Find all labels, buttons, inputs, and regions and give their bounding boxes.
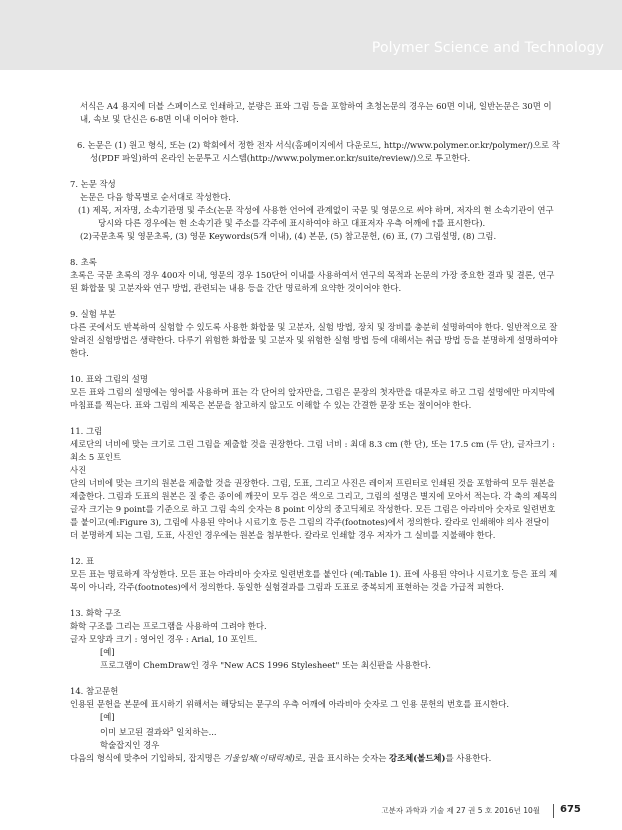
section-11-photo-body: 단의 너비에 맞는 크기의 원본을 제출할 것을 권장한다. 그림, 도표, 그리고 사진은 레이저 프린터로 인쇄된 것을 포함하여 모두 원본을 제출한다. 그림과 도표의 원본은 질 좋은 종이에 깨끗이 모두 검은 색으로 그리고, 그림의 설명은 별지에 모아서 적는다. 각 축의 제목의 글자 크기는 9 point를 기준으로 하고 그림 속의 숫자는 8 point 이상의 중고딕체로 작성한다. 모든 그림은 아라비아 숫자로 일련번호를 붙이고(예:Figure 3), 그림에 사용된 약어나 시료기호 등은 그림의 각주(footnotes)에서 정의한다. 칼라로 인쇄해야 의사 전달이 더 분명하게 되는 그림, 도표, 사진인 경우에는 원본을 첨부한다. 칼라로 인쇄할 경우 저자가 그 실비를 지불해야 한다. (70, 478, 558, 540)
section-14 (70, 685, 560, 765)
section-14-format-line (70, 752, 560, 765)
section-13-line-1: 화학 구조를 그리는 프로그램을 사용하여 그려야 한다. (70, 621, 267, 631)
section-14-example (70, 724, 560, 739)
section-7-intro: 논문은 다음 항목별로 순서대로 작성한다. (80, 192, 231, 202)
section-12 (70, 555, 560, 594)
intro-paragraph: 서식은 A4 용지에 더블 스페이스로 인쇄하고, 분량은 표와 그림 등을 포함하여 초청논문의 경우는 60면 이내, 일반논문은 30면 이내, 속보 및 단신은 6-8면 이내 이어야 한다. (80, 101, 552, 124)
journal-title: Polymer Science and Technology (371, 40, 604, 56)
section-13-example-label: [예] (100, 647, 115, 657)
section-13 (70, 607, 560, 672)
citation-superscript: 5 (170, 727, 174, 733)
section-13-example: 프로그램이 ChemDraw인 경우 "New ACS 1996 Stylesheet" 또는 최신판을 사용한다. (100, 660, 431, 670)
section-14-example-label: [예] (100, 712, 115, 722)
footer-divider (553, 804, 554, 818)
section-14-journal-case: 학술잡지인 경우 (100, 739, 160, 750)
section-14-example-text-b: 일치하는... (173, 726, 217, 737)
section-13-title: 13. 화학 구조 (70, 608, 122, 618)
section-14-line-1: 인용된 문헌을 본문에 표시하기 위해서는 해당되는 문구의 우측 어깨에 아라비아 숫자로 그 인용 문헌의 번호를 표시한다. (70, 699, 510, 709)
section-8-title: 8. 초록 (70, 257, 97, 267)
section-9 (70, 308, 560, 360)
section-11-figure-size: 세로단의 너비에 맞는 크기로 그린 그림을 제출할 것을 권장한다. 그림 너비 : 최대 8.3 cm (한 단), 또는 17.5 cm (두 단), 글자크기 : 최소 5 포인트 (70, 439, 555, 462)
section-13-line-2: 글자 모양과 크기 : 영어인 경우 : Arial, 10 포인트. (70, 634, 258, 644)
page-number: 675 (560, 804, 581, 815)
section-11 (70, 425, 560, 542)
section-12-body: 모든 표는 명료하게 작성한다. 모든 표는 아라비아 숫자로 일련번호를 붙인다 (예:Table 1). 표에 사용된 약어나 시료기호 등은 표의 제목이 아니라, 각주(footnotes)에서 정의한다. 동일한 실험결과를 그림과 도표로 중복되게 표현하는 것을 가급적 피한다. (70, 569, 558, 592)
section-10-title: 10. 표와 그림의 설명 (70, 374, 148, 384)
page-footer (0, 804, 622, 818)
section-7 (70, 178, 560, 243)
format-italic-term: 기울임체(이태릭체) (223, 752, 295, 763)
section-11-title: 11. 그림 (70, 426, 103, 436)
section-14-example-text-a: 이미 보고된 결과와 (100, 726, 171, 737)
format-bold-term: 강조체(볼드체) (389, 752, 446, 763)
section-7-item-2: (2)국문초록 및 영문초록, (3) 영문 Keywords(5개 이내), (4) 본문, (5) 참고문헌, (6) 표, (7) 그림설명, (8) 그림. (80, 231, 497, 241)
section-8-body: 초록은 국문 초록의 경우 400자 이내, 영문의 경우 150단어 이내를 사용하여서 연구의 목적과 논문의 가장 중요한 결과 및 결론, 연구된 화합물 및 고분자와 연구 방법, 관련되는 내용 등을 간단 명료하게 요약한 것이어야 한다. (70, 270, 555, 293)
section-9-title: 9. 실험 부분 (70, 309, 116, 319)
article-body (70, 100, 560, 765)
section-10 (70, 373, 560, 412)
format-text-a: 다음의 형식에 맞추어 기입하되, 잡지명은 (70, 752, 224, 763)
section-8 (70, 256, 560, 295)
section-7-item-1: (1) 제목, 저자명, 소속기관명 및 주소(논문 작성에 사용한 언어에 관계없이 국문 및 영문으로 써야 하며, 저자의 현 소속기관이 연구 당시와 다른 경우에는 현 소속기관 및 주소를 각주에 표시하여야 하고 대표저자 우측 어깨에 †를 표시한다). (78, 205, 554, 228)
section-14-title: 14. 참고문헌 (70, 686, 119, 696)
section-9-body: 다른 곳에서도 반복하여 실험할 수 있도록 사용한 화합물 및 고분자, 실험 방법, 장치 및 장비를 충분히 설명하여야 한다. 일반적으로 잘 알려진 실험방법은 생략한다. 다루기 위험한 화합물 및 고분자 및 위험한 실험 방법 등에 대해서는 취급 방법 등을 분명하게 설명하여야 한다. (70, 322, 558, 358)
section-6 (70, 139, 560, 165)
section-6-body: 6. 논문은 (1) 원고 형식, 또는 (2) 학회에서 정한 전자 서식(홈페이지에서 다운로드, http://www.polymer.or.kr/polymer/)으로 작성(PDF 파일)하여 온라인 논문투고 시스템(http://www.polymer.or.kr/suite/review/)으로 투고한다. (77, 140, 560, 163)
section-11-photo-heading: 사진 (70, 465, 87, 475)
journal-header-band (0, 0, 622, 70)
format-text-b: 로, 권을 표시하는 숫자는 (294, 752, 389, 763)
section-10-body: 모든 표와 그림의 설명에는 영어를 사용하며 표는 각 단어의 앞자만을, 그림은 문장의 첫자만을 대문자로 하고 그림 설명에만 마지막에 마침표를 찍는다. 표와 그림의 제목은 본문을 참고하지 않고도 이해할 수 있는 간결한 문장 또는 절이어야 한다. (70, 387, 555, 410)
journal-issue-info: 고분자 과학과 기술 제 27 권 5 호 2016년 10월 (381, 806, 540, 815)
format-text-c: 를 사용한다. (445, 752, 492, 763)
section-7-title: 7. 논문 작성 (70, 179, 116, 189)
section-12-title: 12. 표 (70, 556, 95, 566)
